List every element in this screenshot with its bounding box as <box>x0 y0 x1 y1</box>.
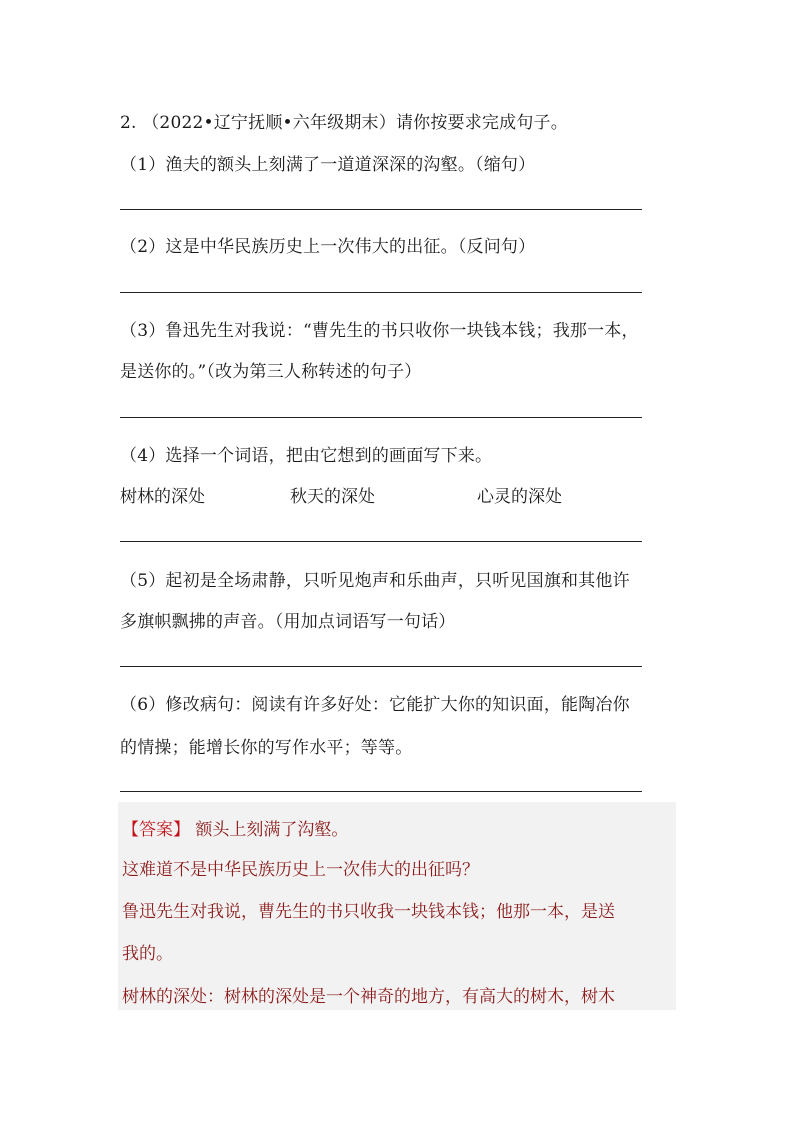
question-item-3-line-2: 是送你的。”（改为第三人称转述的句子） <box>120 362 422 382</box>
answer-text-1: 额头上刻满了沟壑。 <box>190 820 349 840</box>
question-item-3-line-1: （3）鲁迅先生对我说：“曹先生的书只收你一块钱本钱；我那一本， <box>120 321 639 341</box>
answer-line-5: 树林的深处：树林的深处是一个神奇的地方，有高大的树木，树木 <box>122 987 615 1007</box>
option-forest: 树林的深处 <box>120 487 205 507</box>
option-heart: 心灵的深处 <box>477 487 562 507</box>
question-item-5-line-1: （5）起初是全场肃静，只听见炮声和乐曲声，只听见国旗和其他许 <box>120 571 630 591</box>
question-item-1: （1）渔夫的额头上刻满了一道道深深的沟壑。（缩句） <box>120 155 536 175</box>
question-item-6-line-1: （6）修改病句：阅读有许多好处：它能扩大你的知识面，能陶冶你 <box>120 695 630 715</box>
answer-line-2: 这难道不是中华民族历史上一次伟大的出征吗？ <box>122 860 479 880</box>
answer-blank-line[interactable] <box>120 791 642 792</box>
question-item-4: （4）选择一个词语，把由它想到的画面写下来。 <box>120 446 493 466</box>
answer-blank-line[interactable] <box>120 417 642 418</box>
answer-blank-line[interactable] <box>120 292 642 293</box>
option-autumn: 秋天的深处 <box>290 487 375 507</box>
answer-line-1 <box>122 815 348 840</box>
question-item-6-line-2: 的情操；能增长你的写作水平；等等。 <box>120 738 413 758</box>
question-header: 2. （2022•辽宁抚顺•六年级期末）请你按要求完成句子。 <box>120 113 568 133</box>
answer-blank-line[interactable] <box>120 666 642 667</box>
answer-blank-line[interactable] <box>120 209 642 210</box>
answer-line-3: 鲁迅先生对我说，曹先生的书只收我一块钱本钱；他那一本，是送 <box>122 902 615 922</box>
answer-section <box>118 802 676 1010</box>
answer-tag: 【答案】 <box>122 820 190 840</box>
question-item-2: （2）这是中华民族历史上一次伟大的出征。（反问句） <box>120 237 536 257</box>
answer-line-4: 我的。 <box>122 944 173 964</box>
answer-blank-line[interactable] <box>120 541 642 542</box>
question-item-5-line-2: 多旗帜飘拂的声音。（用加点词语写一句话） <box>120 612 456 632</box>
